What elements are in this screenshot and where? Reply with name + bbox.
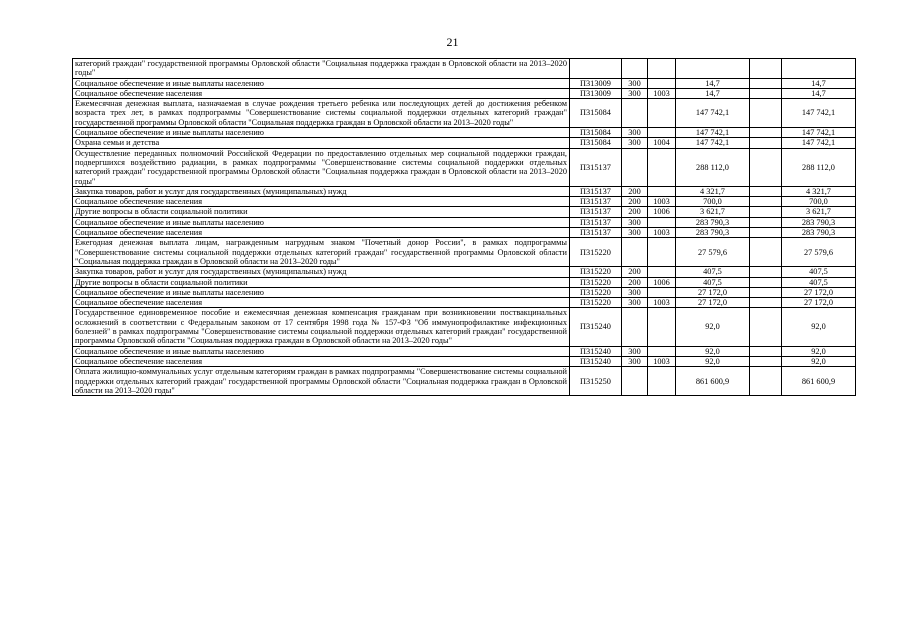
- row-amount: 14,7: [676, 88, 750, 98]
- row-amount: 407,5: [676, 267, 750, 277]
- row-empty-cell: [750, 207, 782, 217]
- row-section-code: 1006: [648, 277, 676, 287]
- row-expense-type: [622, 367, 648, 396]
- row-description: Осуществление переданных полномочий Российской Федерации по предоставлению отдельных мер социальной поддержки граждан, подвергшихся воздействию радиации, в рамках подпрограммы "Совершенствование системы социальной поддержки отдельных категорий граждан" государственной программы Орловской области "Социальная поддержка граждан в Орловской области на 2013–2020 годы": [73, 148, 570, 186]
- row-empty-cell: [750, 128, 782, 138]
- row-amount-total: 700,0: [782, 197, 856, 207]
- row-description: Закупка товаров, работ и услуг для государственных (муниципальных) нужд: [73, 186, 570, 196]
- row-amount-total: 92,0: [782, 308, 856, 346]
- row-empty-cell: [750, 138, 782, 148]
- row-amount: 407,5: [676, 277, 750, 287]
- row-target-code: П315137: [570, 197, 622, 207]
- row-empty-cell: [750, 308, 782, 346]
- row-target-code: П315220: [570, 238, 622, 267]
- row-expense-type: 300: [622, 217, 648, 227]
- table-row: [73, 207, 856, 217]
- row-empty-cell: [750, 228, 782, 238]
- row-amount-total: 3 621,7: [782, 207, 856, 217]
- row-empty-cell: [750, 186, 782, 196]
- page-number: 21: [446, 35, 459, 49]
- row-amount: 288 112,0: [676, 148, 750, 186]
- row-section-code: [648, 238, 676, 267]
- table-row: [73, 228, 856, 238]
- row-amount: 283 790,3: [676, 217, 750, 227]
- row-amount-total: 92,0: [782, 346, 856, 356]
- row-target-code: П315220: [570, 277, 622, 287]
- row-expense-type: 200: [622, 277, 648, 287]
- row-expense-type: 300: [622, 298, 648, 308]
- table-row: [73, 298, 856, 308]
- table-row: [73, 367, 856, 396]
- row-amount-total: 147 742,1: [782, 99, 856, 128]
- row-description: Социальное обеспечение и иные выплаты населению: [73, 128, 570, 138]
- row-section-code: 1004: [648, 138, 676, 148]
- budget-table: [72, 58, 856, 396]
- row-target-code: П315240: [570, 308, 622, 346]
- row-section-code: [648, 217, 676, 227]
- row-section-code: 1006: [648, 207, 676, 217]
- row-description: Социальное обеспечение населения: [73, 356, 570, 366]
- table-row: [73, 186, 856, 196]
- row-amount-total: 27 579,6: [782, 238, 856, 267]
- row-empty-cell: [750, 99, 782, 128]
- row-empty-cell: [750, 277, 782, 287]
- row-target-code: П315137: [570, 186, 622, 196]
- table-row: [73, 277, 856, 287]
- row-description: Социальное обеспечение и иные выплаты населению: [73, 78, 570, 88]
- row-target-code: П315220: [570, 287, 622, 297]
- row-amount-total: 92,0: [782, 356, 856, 366]
- row-empty-cell: [750, 356, 782, 366]
- row-description: Социальное обеспечение и иные выплаты населению: [73, 287, 570, 297]
- table-row: [73, 308, 856, 346]
- row-amount: 283 790,3: [676, 228, 750, 238]
- row-empty-cell: [750, 78, 782, 88]
- row-amount: [676, 59, 750, 79]
- row-expense-type: 300: [622, 78, 648, 88]
- table-row: [73, 59, 856, 79]
- row-target-code: П315250: [570, 367, 622, 396]
- row-empty-cell: [750, 238, 782, 267]
- row-target-code: П315084: [570, 99, 622, 128]
- table-row: [73, 78, 856, 88]
- row-expense-type: [622, 238, 648, 267]
- row-section-code: [648, 59, 676, 79]
- row-amount-total: 27 172,0: [782, 298, 856, 308]
- row-amount: 861 600,9: [676, 367, 750, 396]
- row-section-code: [648, 99, 676, 128]
- row-description: Социальное обеспечение и иные выплаты населению: [73, 346, 570, 356]
- table-row: [73, 138, 856, 148]
- row-expense-type: 300: [622, 138, 648, 148]
- row-amount-total: 288 112,0: [782, 148, 856, 186]
- row-empty-cell: [750, 267, 782, 277]
- table-row: [73, 197, 856, 207]
- row-description: Другие вопросы в области социальной политики: [73, 277, 570, 287]
- row-amount: 4 321,7: [676, 186, 750, 196]
- row-description: Ежемесячная денежная выплата, назначаемая в случае рождения третьего ребенка или последующих детей до достижения ребенком возраста трех лет, в рамках подпрограммы "Совершенствование системы социальной поддержки отдельных категорий граждан" государственной программы Орловской области "Социальная поддержка граждан в Орловской области на 2013–2020 годы": [73, 99, 570, 128]
- table-row: [73, 148, 856, 186]
- row-amount: 27 579,6: [676, 238, 750, 267]
- row-amount-total: 407,5: [782, 267, 856, 277]
- row-empty-cell: [750, 298, 782, 308]
- row-description: Государственное единовременное пособие и ежемесячная денежная компенсация гражданам при возникновении поствакцинальных осложнений в соответствии с Федеральным законом от 17 сентября 1998 года № 157-ФЗ "Об иммунопрофилактике инфекционных болезней" в рамках подпрограммы "Совершенствование системы социальной поддержки отдельных категорий граждан" государственной программы Орловской области "Социальная поддержка граждан в Орловской области на 2013–2020 годы": [73, 308, 570, 346]
- row-expense-type: 200: [622, 207, 648, 217]
- row-target-code: П313009: [570, 78, 622, 88]
- table-row: [73, 267, 856, 277]
- row-target-code: П315220: [570, 267, 622, 277]
- row-section-code: 1003: [648, 88, 676, 98]
- row-expense-type: 200: [622, 186, 648, 196]
- table-row: [73, 238, 856, 267]
- row-empty-cell: [750, 197, 782, 207]
- row-amount: 147 742,1: [676, 128, 750, 138]
- row-target-code: П315137: [570, 148, 622, 186]
- row-amount: 700,0: [676, 197, 750, 207]
- row-amount: 92,0: [676, 356, 750, 366]
- row-empty-cell: [750, 59, 782, 79]
- row-amount: 3 621,7: [676, 207, 750, 217]
- row-amount-total: 27 172,0: [782, 287, 856, 297]
- row-amount-total: [782, 59, 856, 79]
- row-section-code: [648, 128, 676, 138]
- row-amount: 92,0: [676, 308, 750, 346]
- row-expense-type: 300: [622, 88, 648, 98]
- row-amount-total: 14,7: [782, 88, 856, 98]
- row-expense-type: [622, 308, 648, 346]
- row-description: Другие вопросы в области социальной политики: [73, 207, 570, 217]
- row-empty-cell: [750, 217, 782, 227]
- row-target-code: П315084: [570, 138, 622, 148]
- row-target-code: П315240: [570, 356, 622, 366]
- row-description: Социальное обеспечение населения: [73, 197, 570, 207]
- table-row: [73, 217, 856, 227]
- table-row: [73, 356, 856, 366]
- row-description: Ежегодная денежная выплата лицам, награжденным нагрудным знаком "Почетный донор России", в рамках подпрограммы "Совершенствование системы социальной поддержки отдельных категорий граждан" государственной программы Орловской области "Социальная поддержка граждан в Орловской области на 2013–2020 годы": [73, 238, 570, 267]
- row-section-code: 1003: [648, 197, 676, 207]
- row-section-code: 1003: [648, 298, 676, 308]
- row-description: Социальное обеспечение населения: [73, 88, 570, 98]
- row-description: категорий граждан" государственной программы Орловской области "Социальная поддержка граждан в Орловской области на 2013–2020 годы": [73, 59, 570, 79]
- row-description: Социальное обеспечение и иные выплаты населению: [73, 217, 570, 227]
- row-amount: 92,0: [676, 346, 750, 356]
- row-amount: 147 742,1: [676, 138, 750, 148]
- row-amount: 27 172,0: [676, 298, 750, 308]
- row-section-code: [648, 186, 676, 196]
- row-description: Охрана семьи и детства: [73, 138, 570, 148]
- row-empty-cell: [750, 287, 782, 297]
- row-section-code: 1003: [648, 228, 676, 238]
- row-expense-type: 300: [622, 228, 648, 238]
- row-target-code: П315137: [570, 217, 622, 227]
- row-expense-type: 300: [622, 128, 648, 138]
- table-row: [73, 287, 856, 297]
- table-row: [73, 99, 856, 128]
- row-section-code: 1003: [648, 356, 676, 366]
- row-section-code: [648, 308, 676, 346]
- row-description: Социальное обеспечение населения: [73, 228, 570, 238]
- row-target-code: П315220: [570, 298, 622, 308]
- row-empty-cell: [750, 148, 782, 186]
- row-amount: 14,7: [676, 78, 750, 88]
- row-amount-total: 283 790,3: [782, 228, 856, 238]
- row-target-code: П313009: [570, 88, 622, 98]
- row-amount: 27 172,0: [676, 287, 750, 297]
- row-description: Закупка товаров, работ и услуг для государственных (муниципальных) нужд: [73, 267, 570, 277]
- row-expense-type: [622, 59, 648, 79]
- row-expense-type: 300: [622, 346, 648, 356]
- row-section-code: [648, 148, 676, 186]
- table-row: [73, 88, 856, 98]
- row-section-code: [648, 346, 676, 356]
- row-expense-type: [622, 148, 648, 186]
- row-amount-total: 861 600,9: [782, 367, 856, 396]
- row-target-code: П315240: [570, 346, 622, 356]
- row-amount-total: 147 742,1: [782, 128, 856, 138]
- row-expense-type: 300: [622, 356, 648, 366]
- row-description: Оплата жилищно-коммунальных услуг отдельным категориям граждан в рамках подпрограммы "Совершенствование системы социальной поддержки отдельных категорий граждан" государственной программы Орловской области "Социальная поддержка граждан в Орловской области на 2013–2020 годы": [73, 367, 570, 396]
- row-amount-total: 147 742,1: [782, 138, 856, 148]
- row-target-code: П315137: [570, 207, 622, 217]
- row-empty-cell: [750, 346, 782, 356]
- row-amount-total: 407,5: [782, 277, 856, 287]
- row-target-code: П315084: [570, 128, 622, 138]
- row-section-code: [648, 367, 676, 396]
- row-expense-type: 300: [622, 287, 648, 297]
- row-description: Социальное обеспечение населения: [73, 298, 570, 308]
- row-target-code: [570, 59, 622, 79]
- row-target-code: П315137: [570, 228, 622, 238]
- row-amount: 147 742,1: [676, 99, 750, 128]
- row-empty-cell: [750, 367, 782, 396]
- table-body: [73, 59, 856, 396]
- row-expense-type: 200: [622, 197, 648, 207]
- row-section-code: [648, 78, 676, 88]
- table-row: [73, 346, 856, 356]
- row-expense-type: 200: [622, 267, 648, 277]
- row-amount-total: 4 321,7: [782, 186, 856, 196]
- row-empty-cell: [750, 88, 782, 98]
- table-row: [73, 128, 856, 138]
- row-expense-type: [622, 99, 648, 128]
- row-amount-total: 283 790,3: [782, 217, 856, 227]
- row-section-code: [648, 287, 676, 297]
- row-section-code: [648, 267, 676, 277]
- row-amount-total: 14,7: [782, 78, 856, 88]
